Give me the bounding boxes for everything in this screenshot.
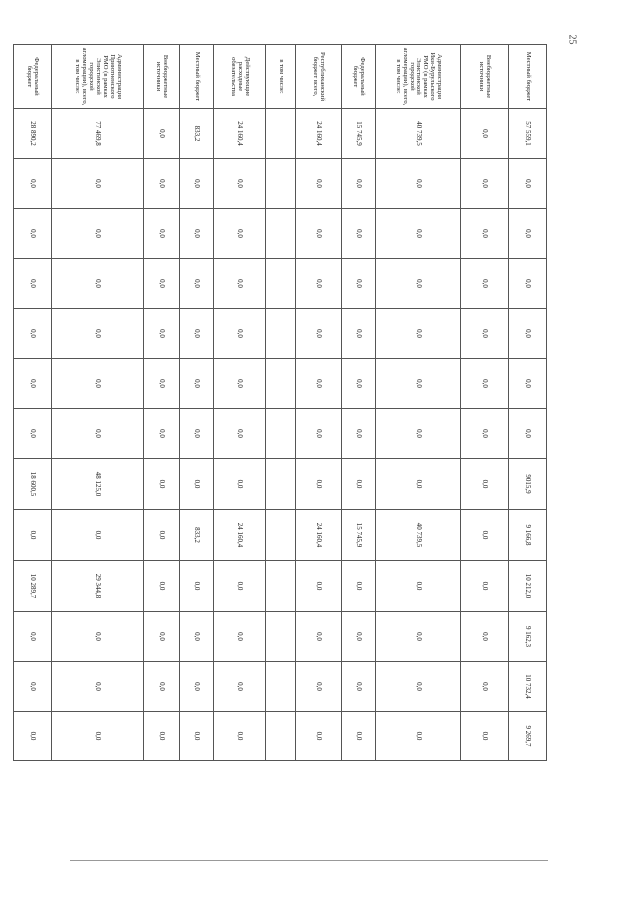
table-row xyxy=(52,45,144,761)
year-value-cell: 9 162,3 xyxy=(509,612,547,662)
year-value-cell: 0,0 xyxy=(52,662,144,712)
year-value-cell: 0,0 xyxy=(376,159,461,209)
footer-rule xyxy=(70,860,548,861)
year-value-cell: 0,0 xyxy=(461,159,509,209)
year-value-cell: 0,0 xyxy=(461,459,509,510)
year-value-cell: 9015,9 xyxy=(509,459,547,510)
year-value-cell: 0,0 xyxy=(296,409,342,459)
funding-source-cell: Федеральный бюджет xyxy=(342,45,376,109)
year-value-cell xyxy=(266,209,296,259)
year-value-cell: 0,0 xyxy=(180,561,214,612)
year-value-cell: 0,0 xyxy=(144,662,180,712)
year-value-cell: 0,0 xyxy=(214,359,266,409)
year-value-cell: 0,0 xyxy=(296,309,342,359)
year-value-cell: 0,0 xyxy=(342,662,376,712)
year-value-cell: 0,0 xyxy=(14,409,52,459)
year-value-cell: 0,0 xyxy=(342,409,376,459)
year-value-cell: 0,0 xyxy=(461,359,509,409)
year-value-cell: 0,0 xyxy=(461,662,509,712)
year-value-cell: 15 745,9 xyxy=(342,510,376,561)
table-row xyxy=(266,45,296,761)
year-value-cell: 0,0 xyxy=(144,561,180,612)
year-value-cell: 0,0 xyxy=(52,409,144,459)
year-value-cell: 48 125,0 xyxy=(52,459,144,510)
year-value-cell: 0,0 xyxy=(342,309,376,359)
funding-source-cell: Действующие расходные обязательства xyxy=(214,45,266,109)
year-value-cell: 0,0 xyxy=(342,612,376,662)
year-value-cell xyxy=(266,359,296,409)
year-value-cell: 0,0 xyxy=(180,459,214,510)
year-value-cell xyxy=(266,561,296,612)
year-value-cell: 0,0 xyxy=(342,712,376,761)
funding-source-cell: Администрация Ики-Бурульского РМО (в рамках Элистинской городской агломерации), всего, в том числе: xyxy=(376,45,461,109)
table-row xyxy=(509,45,547,761)
year-value-cell: 24 160,4 xyxy=(214,510,266,561)
year-value-cell: 0,0 xyxy=(180,159,214,209)
table-row xyxy=(14,45,52,761)
year-value-cell: 0,0 xyxy=(342,259,376,309)
year-value-cell: 0,0 xyxy=(296,561,342,612)
table-row xyxy=(214,45,266,761)
year-value-cell: 0,0 xyxy=(14,612,52,662)
year-value-cell xyxy=(266,309,296,359)
year-value-cell: 0,0 xyxy=(461,612,509,662)
year-value-cell: 0,0 xyxy=(214,259,266,309)
year-value-cell: 10 289,7 xyxy=(14,561,52,612)
year-value-cell: 0,0 xyxy=(376,459,461,510)
total-cell xyxy=(266,109,296,159)
year-value-cell: 0,0 xyxy=(52,259,144,309)
funding-source-cell: Республиканский бюджет всего, xyxy=(296,45,342,109)
year-value-cell: 0,0 xyxy=(180,259,214,309)
year-value-cell: 0,0 xyxy=(180,209,214,259)
table-row xyxy=(180,45,214,761)
year-value-cell: 0,0 xyxy=(461,259,509,309)
table-row xyxy=(461,45,509,761)
year-value-cell: 0,0 xyxy=(296,159,342,209)
year-value-cell: 0,0 xyxy=(296,259,342,309)
total-cell: 833,2 xyxy=(180,109,214,159)
year-value-cell: 0,0 xyxy=(509,309,547,359)
year-value-cell: 0,0 xyxy=(144,612,180,662)
year-value-cell: 0,0 xyxy=(52,309,144,359)
total-cell: 24 160,4 xyxy=(214,109,266,159)
year-value-cell: 9 269,7 xyxy=(509,712,547,761)
year-value-cell: 0,0 xyxy=(214,159,266,209)
year-value-cell: 0,0 xyxy=(180,612,214,662)
year-value-cell: 0,0 xyxy=(180,409,214,459)
table-row xyxy=(342,45,376,761)
year-value-cell: 0,0 xyxy=(214,459,266,510)
year-value-cell: 0,0 xyxy=(376,359,461,409)
year-value-cell xyxy=(266,662,296,712)
year-value-cell: 0,0 xyxy=(214,561,266,612)
total-cell: 0,0 xyxy=(461,109,509,159)
year-value-cell: 0,0 xyxy=(376,712,461,761)
total-cell: 77 469,8 xyxy=(52,109,144,159)
year-value-cell: 0,0 xyxy=(509,409,547,459)
year-value-cell: 29 344,8 xyxy=(52,561,144,612)
year-value-cell: 0,0 xyxy=(509,209,547,259)
year-value-cell: 10 212,0 xyxy=(509,561,547,612)
year-value-cell: 0,0 xyxy=(144,309,180,359)
year-value-cell: 0,0 xyxy=(214,662,266,712)
year-value-cell: 0,0 xyxy=(52,712,144,761)
funding-source-cell: в том числе: xyxy=(266,45,296,109)
year-value-cell: 0,0 xyxy=(144,409,180,459)
year-value-cell xyxy=(266,612,296,662)
year-value-cell: 0,0 xyxy=(342,561,376,612)
year-value-cell: 0,0 xyxy=(144,712,180,761)
year-value-cell xyxy=(266,510,296,561)
funding-source-cell: Местный бюджет xyxy=(180,45,214,109)
year-value-cell: 0,0 xyxy=(376,662,461,712)
year-value-cell: 0,0 xyxy=(376,209,461,259)
year-value-cell: 18 600,5 xyxy=(14,459,52,510)
year-value-cell: 0,0 xyxy=(14,259,52,309)
year-value-cell: 0,0 xyxy=(509,159,547,209)
year-value-cell: 0,0 xyxy=(52,209,144,259)
year-value-cell: 0,0 xyxy=(144,510,180,561)
total-cell: 0,0 xyxy=(144,109,180,159)
year-value-cell: 0,0 xyxy=(14,510,52,561)
total-cell: 24 160,4 xyxy=(296,109,342,159)
funding-source-cell: Федеральный бюджет xyxy=(14,45,52,109)
table-row xyxy=(144,45,180,761)
year-value-cell: 0,0 xyxy=(14,359,52,409)
page-number: 25 xyxy=(566,34,578,45)
year-value-cell: 24 160,4 xyxy=(296,510,342,561)
total-cell: 57 559,1 xyxy=(509,109,547,159)
total-cell: 15 745,9 xyxy=(342,109,376,159)
table-row xyxy=(296,45,342,761)
year-value-cell: 40 739,5 xyxy=(376,510,461,561)
year-value-cell: 0,0 xyxy=(342,159,376,209)
funding-source-cell: Внебюджетные источники xyxy=(144,45,180,109)
year-value-cell xyxy=(266,159,296,209)
total-cell: 40 739,5 xyxy=(376,109,461,159)
year-value-cell: 0,0 xyxy=(296,209,342,259)
year-value-cell: 0,0 xyxy=(461,712,509,761)
year-value-cell: 0,0 xyxy=(52,159,144,209)
year-value-cell: 0,0 xyxy=(52,612,144,662)
year-value-cell: 0,0 xyxy=(296,459,342,510)
budget-table-container xyxy=(26,44,547,760)
year-value-cell: 0,0 xyxy=(214,209,266,259)
year-value-cell xyxy=(266,259,296,309)
year-value-cell: 0,0 xyxy=(180,662,214,712)
year-value-cell xyxy=(266,712,296,761)
year-value-cell: 0,0 xyxy=(214,309,266,359)
year-value-cell: 0,0 xyxy=(14,309,52,359)
year-value-cell: 0,0 xyxy=(296,612,342,662)
funding-source-cell: Местный бюджет xyxy=(509,45,547,109)
year-value-cell: 0,0 xyxy=(376,259,461,309)
year-value-cell: 0,0 xyxy=(296,712,342,761)
year-value-cell: 10 732,4 xyxy=(509,662,547,712)
year-value-cell: 833,2 xyxy=(180,510,214,561)
year-value-cell: 0,0 xyxy=(461,309,509,359)
year-value-cell: 0,0 xyxy=(214,612,266,662)
year-value-cell: 0,0 xyxy=(52,359,144,409)
year-value-cell: 0,0 xyxy=(509,359,547,409)
year-value-cell: 0,0 xyxy=(376,409,461,459)
year-value-cell: 0,0 xyxy=(180,359,214,409)
year-value-cell xyxy=(266,459,296,510)
year-value-cell: 0,0 xyxy=(52,510,144,561)
year-value-cell: 0,0 xyxy=(376,612,461,662)
budget-table xyxy=(13,44,547,761)
year-value-cell: 0,0 xyxy=(180,712,214,761)
year-value-cell: 0,0 xyxy=(342,209,376,259)
year-value-cell: 0,0 xyxy=(342,359,376,409)
year-value-cell: 9 166,8 xyxy=(509,510,547,561)
year-value-cell: 0,0 xyxy=(144,359,180,409)
year-value-cell: 0,0 xyxy=(144,259,180,309)
year-value-cell xyxy=(266,409,296,459)
year-value-cell: 0,0 xyxy=(461,209,509,259)
year-value-cell: 0,0 xyxy=(144,209,180,259)
year-value-cell: 0,0 xyxy=(214,409,266,459)
year-value-cell: 0,0 xyxy=(14,209,52,259)
table-row xyxy=(376,45,461,761)
year-value-cell: 0,0 xyxy=(461,561,509,612)
year-value-cell: 0,0 xyxy=(14,662,52,712)
year-value-cell: 0,0 xyxy=(180,309,214,359)
year-value-cell: 0,0 xyxy=(296,662,342,712)
year-value-cell: 0,0 xyxy=(296,359,342,409)
year-value-cell: 0,0 xyxy=(14,159,52,209)
year-value-cell: 0,0 xyxy=(376,309,461,359)
year-value-cell: 0,0 xyxy=(461,510,509,561)
year-value-cell: 0,0 xyxy=(144,159,180,209)
year-value-cell: 0,0 xyxy=(376,561,461,612)
total-cell: 28 890,2 xyxy=(14,109,52,159)
funding-source-cell: Внебюджетные источники xyxy=(461,45,509,109)
funding-source-cell: Администрация Приютненского РМО (в рамках Элистинской городской агломерации), всего, в том числе: xyxy=(52,45,144,109)
year-value-cell: 0,0 xyxy=(342,459,376,510)
year-value-cell: 0,0 xyxy=(144,459,180,510)
year-value-cell: 0,0 xyxy=(461,409,509,459)
year-value-cell: 0,0 xyxy=(14,712,52,761)
year-value-cell: 0,0 xyxy=(509,259,547,309)
year-value-cell: 0,0 xyxy=(214,712,266,761)
budget-table-body xyxy=(14,45,547,761)
